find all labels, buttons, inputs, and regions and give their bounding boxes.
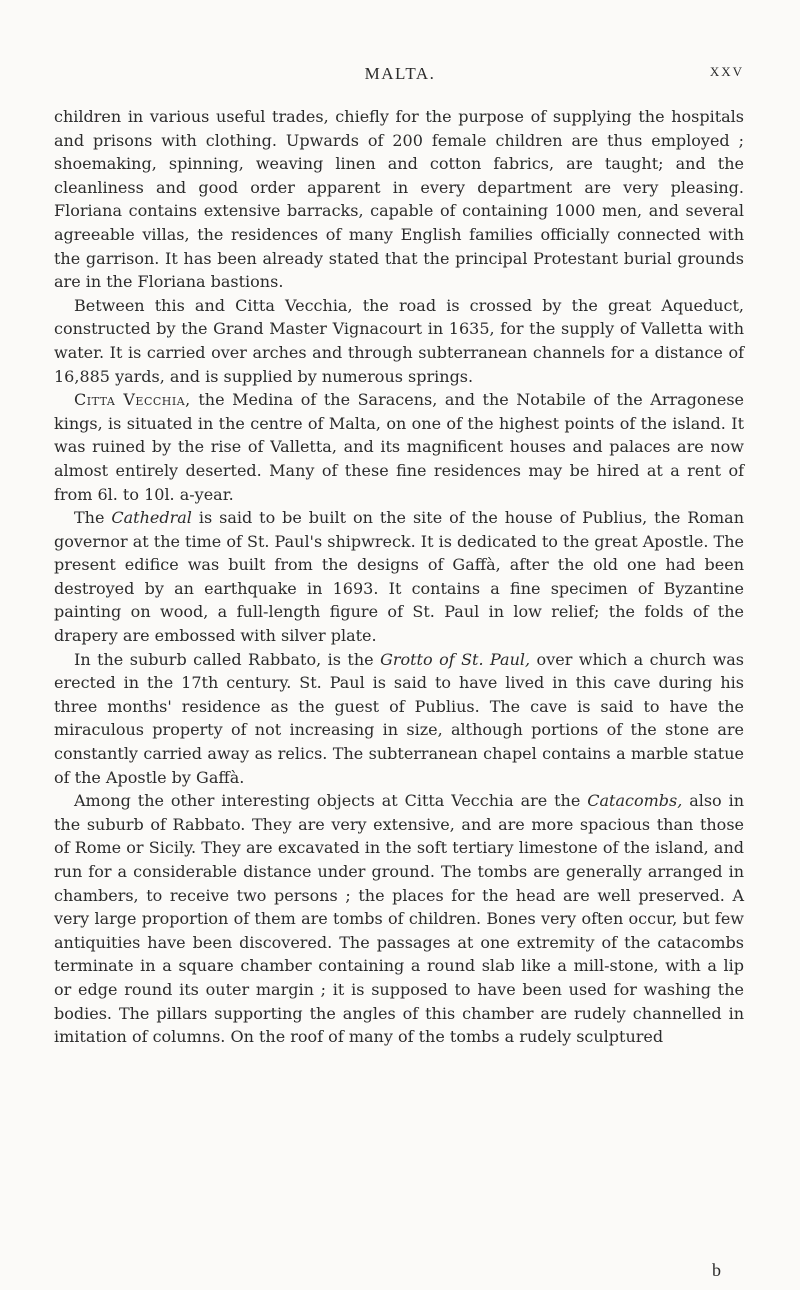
paragraph-trades: children in various useful trades, chiefly for the purpose of supplying the hospitals and prisons with clothing. Upwards of 200 female children are thus employed ; shoemaking, spinning, weaving linen and cotton fabrics, are taught; and the cleanliness and good order apparent in every department are very pleasing. Floriana contains extensive barracks, capable of containing 1000 men, and several agreeable villas, the residences of many English families officially connected with the garrison. It has been already stated that the principal Protestant burial grounds are in the Floriana bastions. [54, 107, 744, 292]
cathedral-lead: The [74, 508, 112, 528]
page-number: XXV [709, 64, 744, 79]
paragraph-aqueduct: Between this and Citta Vecchia, the road is crossed by the great Aqueduct, constructed by the Grand Master Vignacourt in 1635, for the supply of Valletta with water. It is carried over arches and through subterranean channels for a distance of 16,885 yards, and is supplied by numerous springs. [54, 295, 744, 386]
signature-mark: b [712, 1260, 721, 1280]
section-lead-citta-vecchia: Citta Vecchia, [74, 390, 191, 410]
paragraph-citta-vecchia [54, 388, 744, 506]
paragraph-cathedral-text: is said to be built on the site of the house of Publius, the Roman governor at the time of St. Paul's shipwreck. It is dedicated to the great Apostle. The present edifice was built from the designs of Gaffà, after the old one had been destroyed by an earthquake in 1693. It contains a fine specimen of Byzantine painting on wood, a full-length figure of St. Paul in low relief; the folds of the drapery are embossed with silver plate. [54, 508, 745, 646]
page-title: MALTA. [364, 64, 436, 83]
catacombs-lead: Among the other interesting objects at Citta Vecchia are the [74, 791, 588, 811]
paragraph-cathedral [54, 506, 744, 648]
paragraph-catacombs-text: also in the suburb of Rabbato. They are very extensive, and are more spacious than those of Rome or Sicily. They are excavated in the soft tertiary limestone of the island, and run for a considerable distance under ground. The tombs are generally arranged in chambers, to receive two persons ; the places for the head are well preserved. A very large proportion of them are tombs of children. Bones very often occur, but few antiquities have been discovered. The passages at one extremity of the catacombs terminate in a square chamber containing a round slab like a mill-stone, with a lip or edge round its outer margin ; it is supposed to have been used for washing the bodies. The pillars supporting the angles of this chamber are rudely channelled in imitation of columns. On the roof of many of the tombs a rudely sculptured [54, 791, 745, 1047]
paragraph-grotto [54, 648, 744, 790]
cathedral-term: Cathedral [111, 508, 192, 528]
paragraph-catacombs [54, 789, 744, 1049]
paragraph-grotto-text: over which a church was erected in the 17th century. St. Paul is said to have lived in this cave during his three months' residence as the guest of Publius. The cave is said to have the miraculous property of not increasing in size, although portions of the stone are constantly carried away as relics. The subterranean chapel contains a marble statue of the Apostle by Gaffà. [54, 649, 745, 787]
running-header [0, 60, 800, 90]
paragraph-citta-vecchia-text: the Medina of the Saracens, and the Notabile of the Arragonese kings, is situated in the centre of Malta, on one of the highest points of the island. It was ruined by the rise of Valletta, and its magnificent houses and palaces are now almost entirely deserted. Many of these fine residences may be hired at a rent of from 6l. to 10l. a-year. [54, 390, 744, 504]
catacombs-term: Catacombs, [587, 791, 683, 811]
body-text [54, 105, 744, 1049]
grotto-term: Grotto of St. Paul, [380, 649, 531, 669]
grotto-lead: In the suburb called Rabbato, is the [74, 649, 381, 669]
